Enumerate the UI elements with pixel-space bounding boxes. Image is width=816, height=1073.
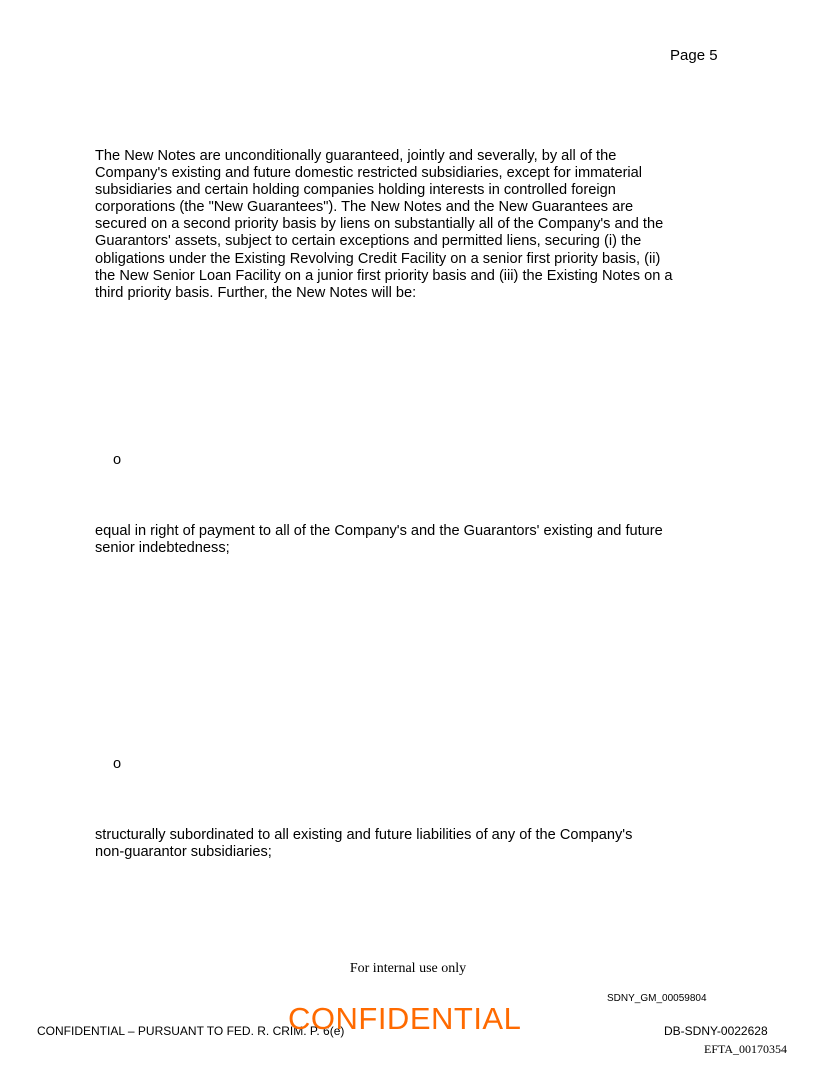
efta-number: EFTA_00170354 — [704, 1042, 788, 1056]
body-paragraph: The New Notes are unconditionally guaranteed, jointly and severally, by all of the Company's existing and future domestic restricted subsidiaries, except for immaterial subsidiaries and certain holding companies holding interests in controlled foreign corporations (the "New Guarantees"). The New Notes and the New Guarantees are secured on a second priority basis by liens on substantially all of the Company's and the Guarantors' assets, subject to certain exceptions and permitted liens, securing (i) the obligations under the Existing Revolving Credit Facility on a senior first priority basis, (ii) the New Senior Loan Facility on a junior first priority basis and (iii) the Existing Notes on a third priority basis. Further, the New Notes will be: — [95, 148, 673, 301]
page-number: Page 5 — [670, 47, 718, 64]
bullet-marker: o — [113, 756, 122, 772]
bullet-text: equal in right of payment to all of the Company's and the Guarantors' existing and future senior indebtedness; — [95, 523, 663, 557]
confidential-notice: CONFIDENTIAL – PURSUANT TO FED. R. CRIM. P. 6(e) — [37, 1024, 345, 1038]
confidential-stamp: CONFIDENTIAL — [288, 1001, 522, 1036]
internal-use-notice: For internal use only — [349, 961, 467, 976]
bates-number-db-sdny: DB-SDNY-0022628 — [664, 1024, 768, 1038]
bullet-marker: o — [113, 452, 122, 468]
bates-number-sdny-gm: SDNY_GM_00059804 — [607, 993, 707, 1004]
bullet-text: structurally subordinated to all existing and future liabilities of any of the Company's non-guarantor subsidiaries; — [95, 827, 633, 861]
